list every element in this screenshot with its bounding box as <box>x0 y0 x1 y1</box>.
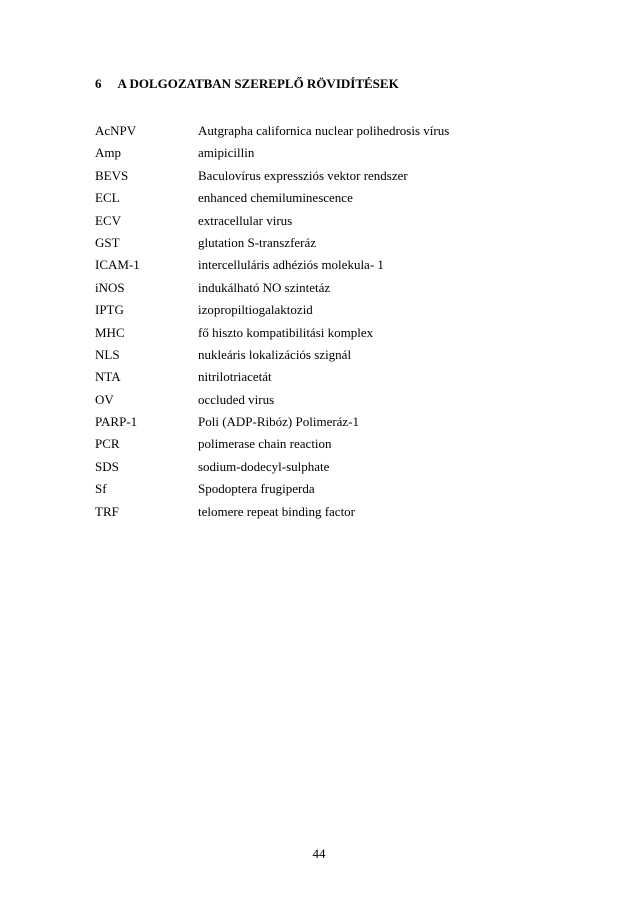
abbreviation-row <box>95 255 555 277</box>
abbreviation-row <box>95 479 555 501</box>
abbreviation: OV <box>95 391 114 407</box>
section-heading <box>95 76 399 92</box>
abbreviation-row <box>95 457 555 479</box>
abbreviation-definition: Baculovírus expressziós vektor rendszer <box>198 167 408 183</box>
abbreviation-row <box>95 390 555 412</box>
abbreviation-definition: glutation S-transzferáz <box>198 234 317 250</box>
abbreviation: iNOS <box>95 279 125 295</box>
abbreviation-row <box>95 367 555 389</box>
abbreviation-definition: telomere repeat binding factor <box>198 503 356 519</box>
abbreviation-definition: Poli (ADP-Ribóz) Polimeráz-1 <box>198 414 360 430</box>
abbreviation: NTA <box>95 369 121 385</box>
abbreviation: IPTG <box>95 302 124 318</box>
abbreviation: ICAM-1 <box>95 257 140 273</box>
abbreviation-definition: polimerase chain reaction <box>198 436 332 452</box>
abbreviation-row <box>95 300 555 322</box>
section-title: A DOLGOZATBAN SZEREPLŐ RÖVIDÍTÉSEK <box>117 76 399 91</box>
section-number: 6 <box>95 76 102 91</box>
abbreviation-row <box>95 434 555 456</box>
abbreviation-row <box>95 278 555 300</box>
abbreviation: Amp <box>95 145 121 161</box>
abbreviation-row <box>95 345 555 367</box>
abbreviation-definition: extracellular virus <box>198 212 293 228</box>
abbreviation-definition: izopropiltiogalaktozid <box>198 302 313 318</box>
abbreviation: ECL <box>95 190 120 206</box>
abbreviation-definition: nukleáris lokalizációs szignál <box>198 346 352 362</box>
abbreviation: ECV <box>95 212 121 228</box>
abbreviation-row <box>95 211 555 233</box>
abbreviation: PARP-1 <box>95 414 138 430</box>
abbreviation: PCR <box>95 436 120 452</box>
abbreviation-row <box>95 502 555 524</box>
abbreviation-row <box>95 121 555 143</box>
abbreviation: MHC <box>95 324 125 340</box>
abbreviation-row <box>95 143 555 165</box>
abbreviation-row <box>95 166 555 188</box>
abbreviation-definition: enhanced chemiluminescence <box>198 190 353 206</box>
abbreviation-row <box>95 412 555 434</box>
abbreviation: GST <box>95 234 120 250</box>
page-number: 44 <box>312 846 326 861</box>
abbreviation-definition: indukálható NO szintetáz <box>198 279 331 295</box>
abbreviation-definition: occluded virus <box>198 391 275 407</box>
abbreviation-row <box>95 323 555 345</box>
abbreviation-definition: sodium-dodecyl-sulphate <box>198 458 330 474</box>
abbreviation-definition: Spodoptera frugiperda <box>198 481 315 497</box>
abbreviation-row <box>95 188 555 210</box>
abbreviation: BEVS <box>95 167 129 183</box>
abbreviation-definition: fő hiszto kompatibilitási komplex <box>198 324 374 340</box>
abbreviation-definition: amipicillin <box>198 145 255 161</box>
abbreviation-definition: Autgrapha californica nuclear polihedrosis vírus <box>198 123 450 138</box>
abbreviation: NLS <box>95 346 120 362</box>
abbreviation-list <box>95 121 555 524</box>
abbreviation: TRF <box>95 503 119 519</box>
abbreviation-definition: nitrilotriacetát <box>198 369 272 385</box>
abbreviation: SDS <box>95 458 119 474</box>
abbreviation-definition: intercelluláris adhéziós molekula- 1 <box>198 257 384 273</box>
abbreviation-row <box>95 233 555 255</box>
abbreviation: AcNPV <box>95 123 137 138</box>
abbreviation: Sf <box>95 481 107 497</box>
